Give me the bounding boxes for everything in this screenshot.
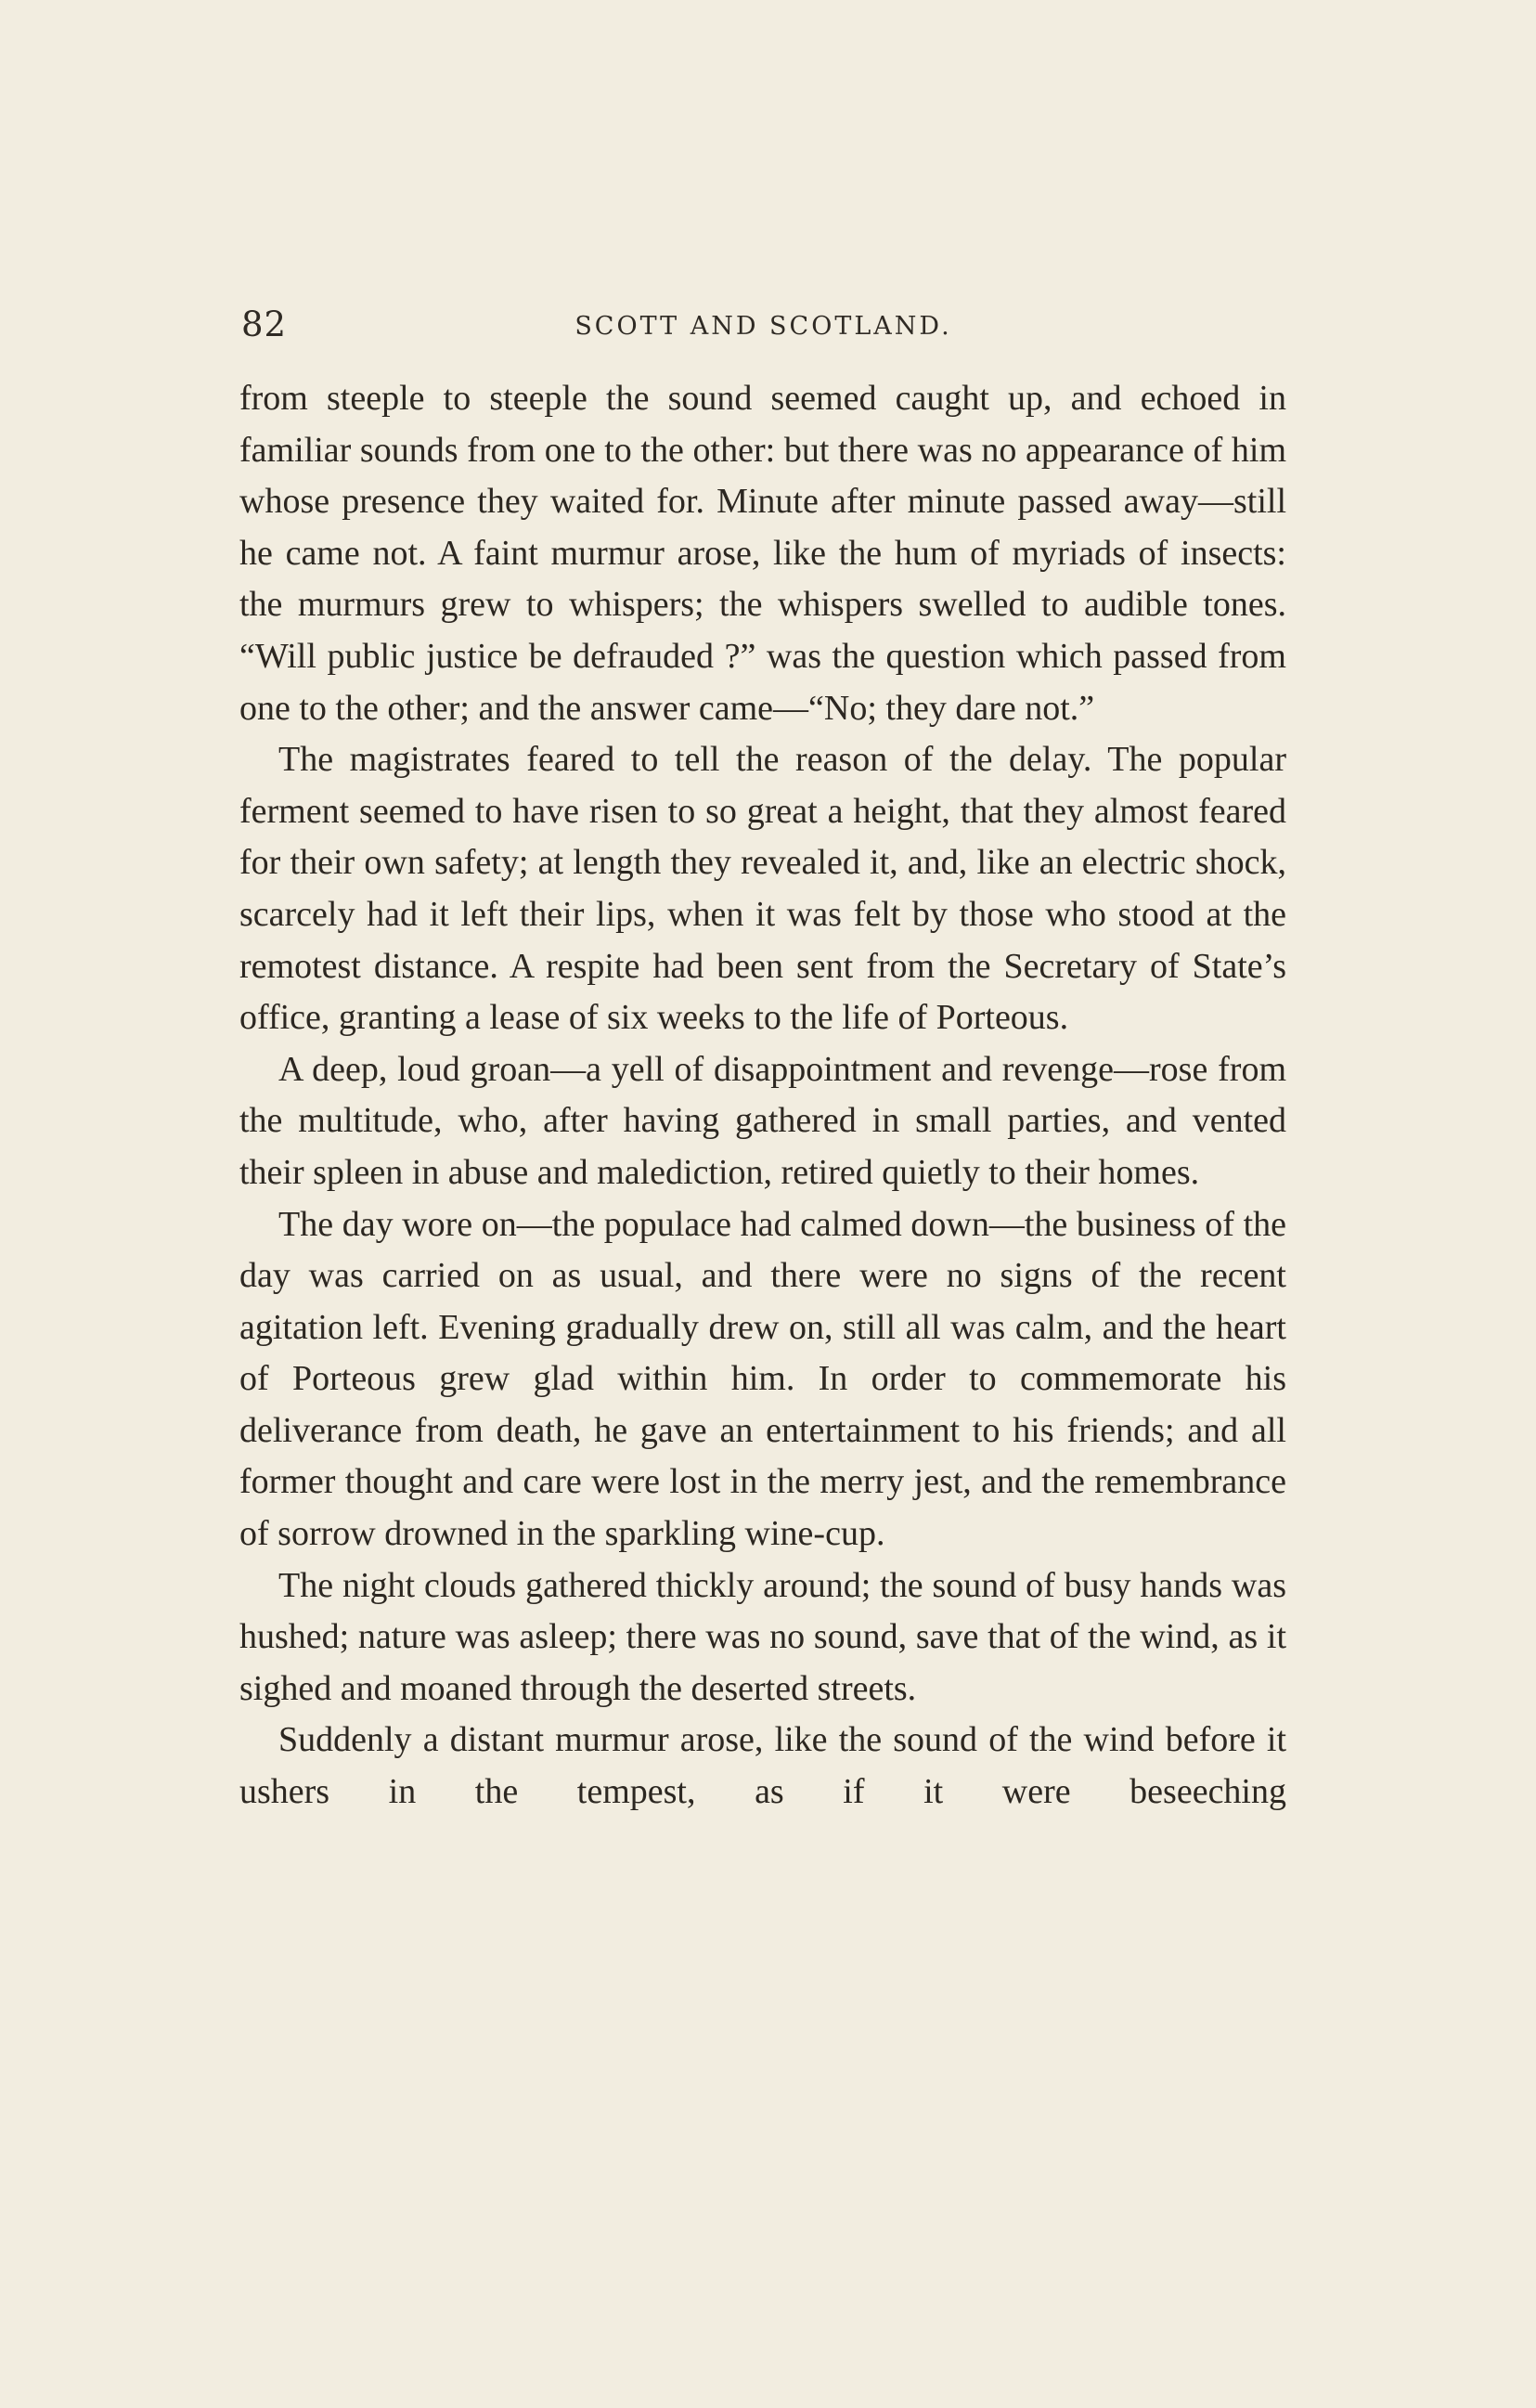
paragraph: from steeple to steeple the sound seemed caught up, and echoed in familiar sounds from one to the other: but there was no appearance of him whose presence they waited for. Minute after minute passed away—still he came not. A faint murmur arose, like the hum of myriads of insects: the murmurs grew to whispers; the whispers swelled to audible tones. “Will public justice be defrauded ?” was the question which passed from one to the other; and the answer came—“No; they dare not.” <box>239 379 1286 728</box>
paragraph: The magistrates feared to tell the reason of the delay. The popular ferment seemed to have risen to so great a height, that they almost feared for their own safety; at length they revealed it, and, like an electric shock, scarcely had it left their lips, when it was felt by those who stood at the remotest distance. A respite had been sent from the Secretary of State’s office, granting a lease of six weeks to the life of Porteous. <box>239 740 1286 1038</box>
paragraph: The night clouds gathered thickly around; the sound of busy hands was hushed; nature was asleep; there was no sound, save that of the wind, as it sighed and moaned through the deserted streets. <box>239 1565 1286 1708</box>
page-header <box>241 304 1285 360</box>
body-text <box>239 373 1286 1819</box>
paragraph: A deep, loud groan—a yell of disappointment and revenge—rose from the multitude, who, after having gathered in small parties, and vented their spleen in abuse and malediction, retired quietly to their homes. <box>239 1049 1286 1192</box>
running-head: SCOTT AND SCOTLAND. <box>574 312 952 341</box>
page-number: 82 <box>241 304 288 344</box>
paragraph: Suddenly a distant murmur arose, like the sound of the wind before it ushers in the tempest, as if it were beseeching <box>239 1720 1286 1812</box>
paragraph: The day wore on—the populace had calmed down—the business of the day was carried on as usual, and there were no signs of the recent agitation left. Evening gradually drew on, still all was calm, and the heart of Porteous grew glad within him. In order to commemorate his deliverance from death, he gave an entertainment to his friends; and all former thought and care were lost in the merry jest, and the remembrance of sorrow drowned in the sparkling wine-cup. <box>239 1204 1286 1554</box>
